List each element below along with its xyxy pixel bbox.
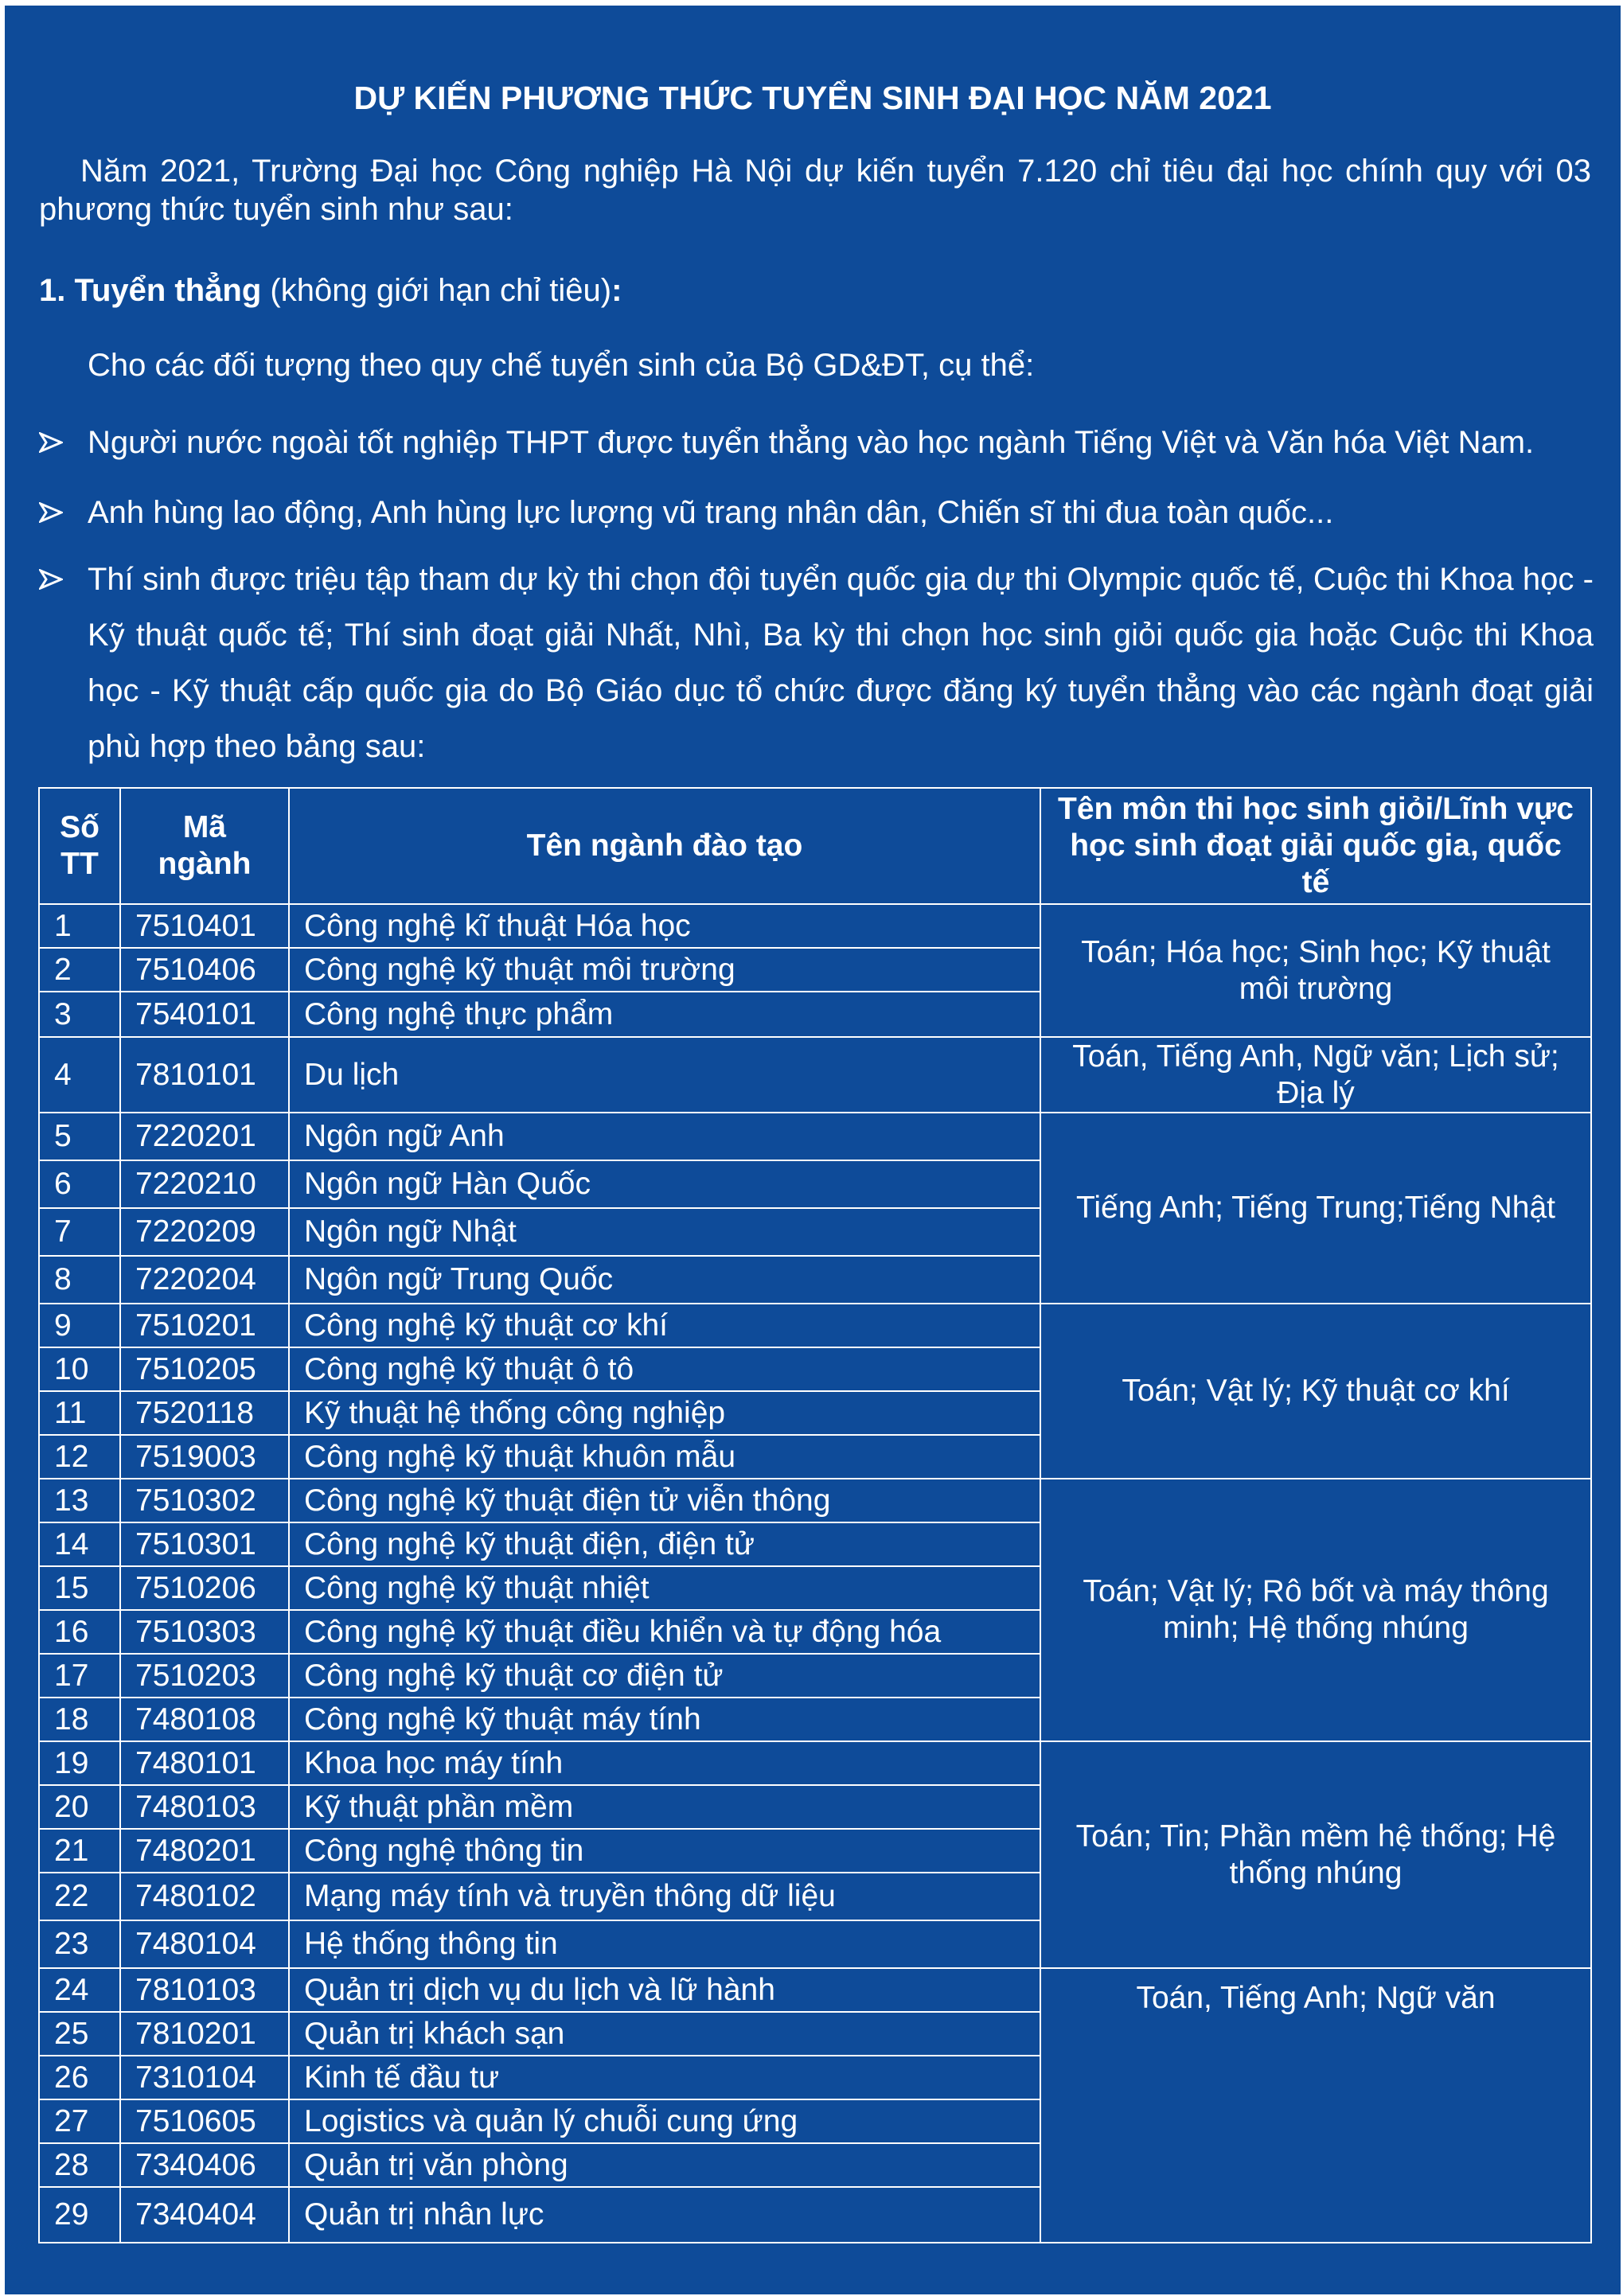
row-stt: 21 bbox=[39, 1829, 120, 1873]
row-major-code: 7510302 bbox=[120, 1479, 289, 1522]
row-major-code: 7510203 bbox=[120, 1654, 289, 1698]
row-major-code: 7340406 bbox=[120, 2143, 289, 2187]
intro-paragraph: Năm 2021, Trường Đại học Công nghiệp Hà Nội dự kiến tuyển 7.120 chỉ tiêu đại học chính quy với 03 phương thức tuyển sinh như sau: bbox=[39, 154, 1591, 227]
row-major-code: 7810201 bbox=[120, 2012, 289, 2056]
row-major-code: 7510205 bbox=[120, 1347, 289, 1391]
row-major-name: Công nghệ kỹ thuật cơ điện tử bbox=[289, 1654, 1040, 1698]
section-1-label: 1. Tuyển thẳng bbox=[39, 273, 262, 308]
row-major-code: 7480103 bbox=[120, 1785, 289, 1829]
row-stt: 24 bbox=[39, 1968, 120, 2012]
row-stt: 7 bbox=[39, 1208, 120, 1256]
row-major-code: 7340404 bbox=[120, 2187, 289, 2243]
bullet-text: Anh hùng lao động, Anh hùng lực lượng vũ trang nhân dân, Chiến sĩ thi đua toàn quốc... bbox=[88, 495, 1334, 530]
row-stt: 25 bbox=[39, 2012, 120, 2056]
row-major-code: 7520118 bbox=[120, 1391, 289, 1435]
row-major-name: Công nghệ kỹ thuật điều khiển và tự động hóa bbox=[289, 1610, 1040, 1654]
table-header-row bbox=[39, 788, 1591, 904]
row-stt: 18 bbox=[39, 1698, 120, 1741]
row-major-name: Kỹ thuật hệ thống công nghiệp bbox=[289, 1391, 1040, 1435]
row-major-code: 7510303 bbox=[120, 1610, 289, 1654]
row-stt: 19 bbox=[39, 1741, 120, 1785]
competition-subject-group: Toán; Tin; Phần mềm hệ thống; Hệ thống nhúng bbox=[1040, 1741, 1591, 1968]
row-stt: 2 bbox=[39, 948, 120, 992]
header-stt: Số TT bbox=[39, 788, 120, 904]
row-stt: 26 bbox=[39, 2056, 120, 2099]
row-stt: 6 bbox=[39, 1160, 120, 1208]
section-1-heading bbox=[39, 268, 622, 313]
row-major-code: 7220204 bbox=[120, 1256, 289, 1304]
row-stt: 29 bbox=[39, 2187, 120, 2243]
row-major-name: Logistics và quản lý chuỗi cung ứng bbox=[289, 2099, 1040, 2143]
header-major-name: Tên ngành đào tạo bbox=[289, 788, 1040, 904]
row-major-code: 7510406 bbox=[120, 948, 289, 992]
row-major-name: Công nghệ kỹ thuật khuôn mẫu bbox=[289, 1435, 1040, 1479]
row-stt: 5 bbox=[39, 1113, 120, 1160]
row-stt: 13 bbox=[39, 1479, 120, 1522]
row-major-name: Hệ thống thông tin bbox=[289, 1920, 1040, 1968]
row-major-name: Quản trị văn phòng bbox=[289, 2143, 1040, 2187]
row-major-code: 7220201 bbox=[120, 1113, 289, 1160]
row-major-name: Du lịch bbox=[289, 1037, 1040, 1113]
row-stt: 1 bbox=[39, 904, 120, 948]
table-row bbox=[39, 1304, 1591, 1347]
competition-subject-group: Toán; Hóa học; Sinh học; Kỹ thuật môi trường bbox=[1040, 904, 1591, 1037]
row-major-code: 7480101 bbox=[120, 1741, 289, 1785]
header-code: Mã ngành bbox=[120, 788, 289, 904]
row-major-name: Ngôn ngữ Anh bbox=[289, 1113, 1040, 1160]
row-major-name: Công nghệ kỹ thuật cơ khí bbox=[289, 1304, 1040, 1347]
competition-subject-group: Toán; Vật lý; Kỹ thuật cơ khí bbox=[1040, 1304, 1591, 1479]
row-major-code: 7510206 bbox=[120, 1566, 289, 1610]
row-major-code: 7480201 bbox=[120, 1829, 289, 1873]
row-major-name: Ngôn ngữ Hàn Quốc bbox=[289, 1160, 1040, 1208]
row-stt: 11 bbox=[39, 1391, 120, 1435]
row-major-name: Công nghệ kỹ thuật điện tử viễn thông bbox=[289, 1479, 1040, 1522]
row-major-name: Công nghệ kĩ thuật Hóa học bbox=[289, 904, 1040, 948]
bullet-text: Người nước ngoài tốt nghiệp THPT được tuyển thẳng vào học ngành Tiếng Việt và Văn hóa Việt Nam. bbox=[88, 425, 1535, 460]
table-row bbox=[39, 1741, 1591, 1785]
arrow-bullet-icon bbox=[39, 552, 79, 607]
table-row bbox=[39, 1968, 1591, 2012]
row-major-name: Công nghệ thông tin bbox=[289, 1829, 1040, 1873]
row-major-code: 7480104 bbox=[120, 1920, 289, 1968]
row-major-name: Quản trị khách sạn bbox=[289, 2012, 1040, 2056]
row-major-code: 7480102 bbox=[120, 1873, 289, 1920]
section-1-colon: : bbox=[611, 273, 622, 308]
row-major-name: Công nghệ kỹ thuật máy tính bbox=[289, 1698, 1040, 1741]
row-stt: 3 bbox=[39, 992, 120, 1037]
arrow-bullet-icon bbox=[39, 415, 79, 470]
row-major-code: 7810101 bbox=[120, 1037, 289, 1113]
row-major-code: 7310104 bbox=[120, 2056, 289, 2099]
row-major-code: 7510201 bbox=[120, 1304, 289, 1347]
row-major-name: Khoa học máy tính bbox=[289, 1741, 1040, 1785]
table-body bbox=[39, 904, 1591, 2243]
row-major-name: Ngôn ngữ Trung Quốc bbox=[289, 1256, 1040, 1304]
row-major-code: 7510605 bbox=[120, 2099, 289, 2143]
bullet-item bbox=[39, 552, 1594, 774]
bullet-item bbox=[39, 415, 1594, 470]
row-major-name: Ngôn ngữ Nhật bbox=[289, 1208, 1040, 1256]
row-major-code: 7220209 bbox=[120, 1208, 289, 1256]
row-stt: 27 bbox=[39, 2099, 120, 2143]
row-stt: 15 bbox=[39, 1566, 120, 1610]
row-major-code: 7510401 bbox=[120, 904, 289, 948]
row-stt: 4 bbox=[39, 1037, 120, 1113]
bullet-item bbox=[39, 485, 1594, 540]
row-major-name: Kinh tế đầu tư bbox=[289, 2056, 1040, 2099]
majors-table bbox=[38, 787, 1592, 2243]
table-row bbox=[39, 1113, 1591, 1160]
row-major-name: Công nghệ kỹ thuật môi trường bbox=[289, 948, 1040, 992]
row-major-name: Công nghệ kỹ thuật ô tô bbox=[289, 1347, 1040, 1391]
row-major-code: 7540101 bbox=[120, 992, 289, 1037]
competition-subject-group: Toán, Tiếng Anh; Ngữ văn bbox=[1040, 1968, 1591, 2243]
row-major-name: Công nghệ thực phẩm bbox=[289, 992, 1040, 1037]
admission-document-page bbox=[5, 6, 1621, 2294]
row-major-code: 7220210 bbox=[120, 1160, 289, 1208]
row-major-code: 7810103 bbox=[120, 1968, 289, 2012]
section-1-lead: Cho các đối tượng theo quy chế tuyển sinh của Bộ GD&ĐT, cụ thể: bbox=[88, 348, 1035, 383]
header-competition-subject: Tên môn thi học sinh giỏi/Lĩnh vực học sinh đoạt giải quốc gia, quốc tế bbox=[1040, 788, 1591, 904]
row-stt: 8 bbox=[39, 1256, 120, 1304]
row-stt: 17 bbox=[39, 1654, 120, 1698]
competition-subject-group: Toán; Vật lý; Rô bốt và máy thông minh; Hệ thống nhúng bbox=[1040, 1479, 1591, 1741]
row-major-name: Quản trị nhân lực bbox=[289, 2187, 1040, 2243]
row-stt: 23 bbox=[39, 1920, 120, 1968]
row-major-name: Quản trị dịch vụ du lịch và lữ hành bbox=[289, 1968, 1040, 2012]
row-stt: 28 bbox=[39, 2143, 120, 2187]
row-major-code: 7480108 bbox=[120, 1698, 289, 1741]
section-1-note: (không giới hạn chỉ tiêu) bbox=[270, 273, 612, 308]
row-major-code: 7510301 bbox=[120, 1522, 289, 1566]
competition-subject-group: Toán, Tiếng Anh, Ngữ văn; Lịch sử; Địa lý bbox=[1040, 1037, 1591, 1113]
row-major-name: Công nghệ kỹ thuật điện, điện tử bbox=[289, 1522, 1040, 1566]
row-stt: 16 bbox=[39, 1610, 120, 1654]
row-stt: 22 bbox=[39, 1873, 120, 1920]
row-major-name: Công nghệ kỹ thuật nhiệt bbox=[289, 1566, 1040, 1610]
row-major-code: 7519003 bbox=[120, 1435, 289, 1479]
bullet-text: Thí sinh được triệu tập tham dự kỳ thi chọn đội tuyển quốc gia dự thi Olympic quốc tế, Cuộc thi Khoa học - Kỹ thuật quốc tế; Thí sinh đoạt giải Nhất, Nhì, Ba kỳ thi chọn học sinh giỏi quốc gia hoặc Cuộc thi Khoa học - Kỹ thuật cấp quốc gia do Bộ Giáo dục tổ chức được đăng ký tuyển thẳng vào các ngành đoạt giải phù hợp theo bảng sau: bbox=[88, 562, 1594, 764]
row-stt: 10 bbox=[39, 1347, 120, 1391]
row-major-name: Kỹ thuật phần mềm bbox=[289, 1785, 1040, 1829]
document-title: DỰ KIẾN PHƯƠNG THỨC TUYỂN SINH ĐẠI HỌC NĂM 2021 bbox=[353, 80, 1272, 116]
table-row bbox=[39, 904, 1591, 948]
row-major-name: Mạng máy tính và truyền thông dữ liệu bbox=[289, 1873, 1040, 1920]
row-stt: 12 bbox=[39, 1435, 120, 1479]
table-row bbox=[39, 1479, 1591, 1522]
table-row bbox=[39, 1037, 1591, 1113]
row-stt: 14 bbox=[39, 1522, 120, 1566]
row-stt: 20 bbox=[39, 1785, 120, 1829]
competition-subject-group: Tiếng Anh; Tiếng Trung;Tiếng Nhật bbox=[1040, 1113, 1591, 1304]
arrow-bullet-icon bbox=[39, 485, 79, 540]
row-stt: 9 bbox=[39, 1304, 120, 1347]
